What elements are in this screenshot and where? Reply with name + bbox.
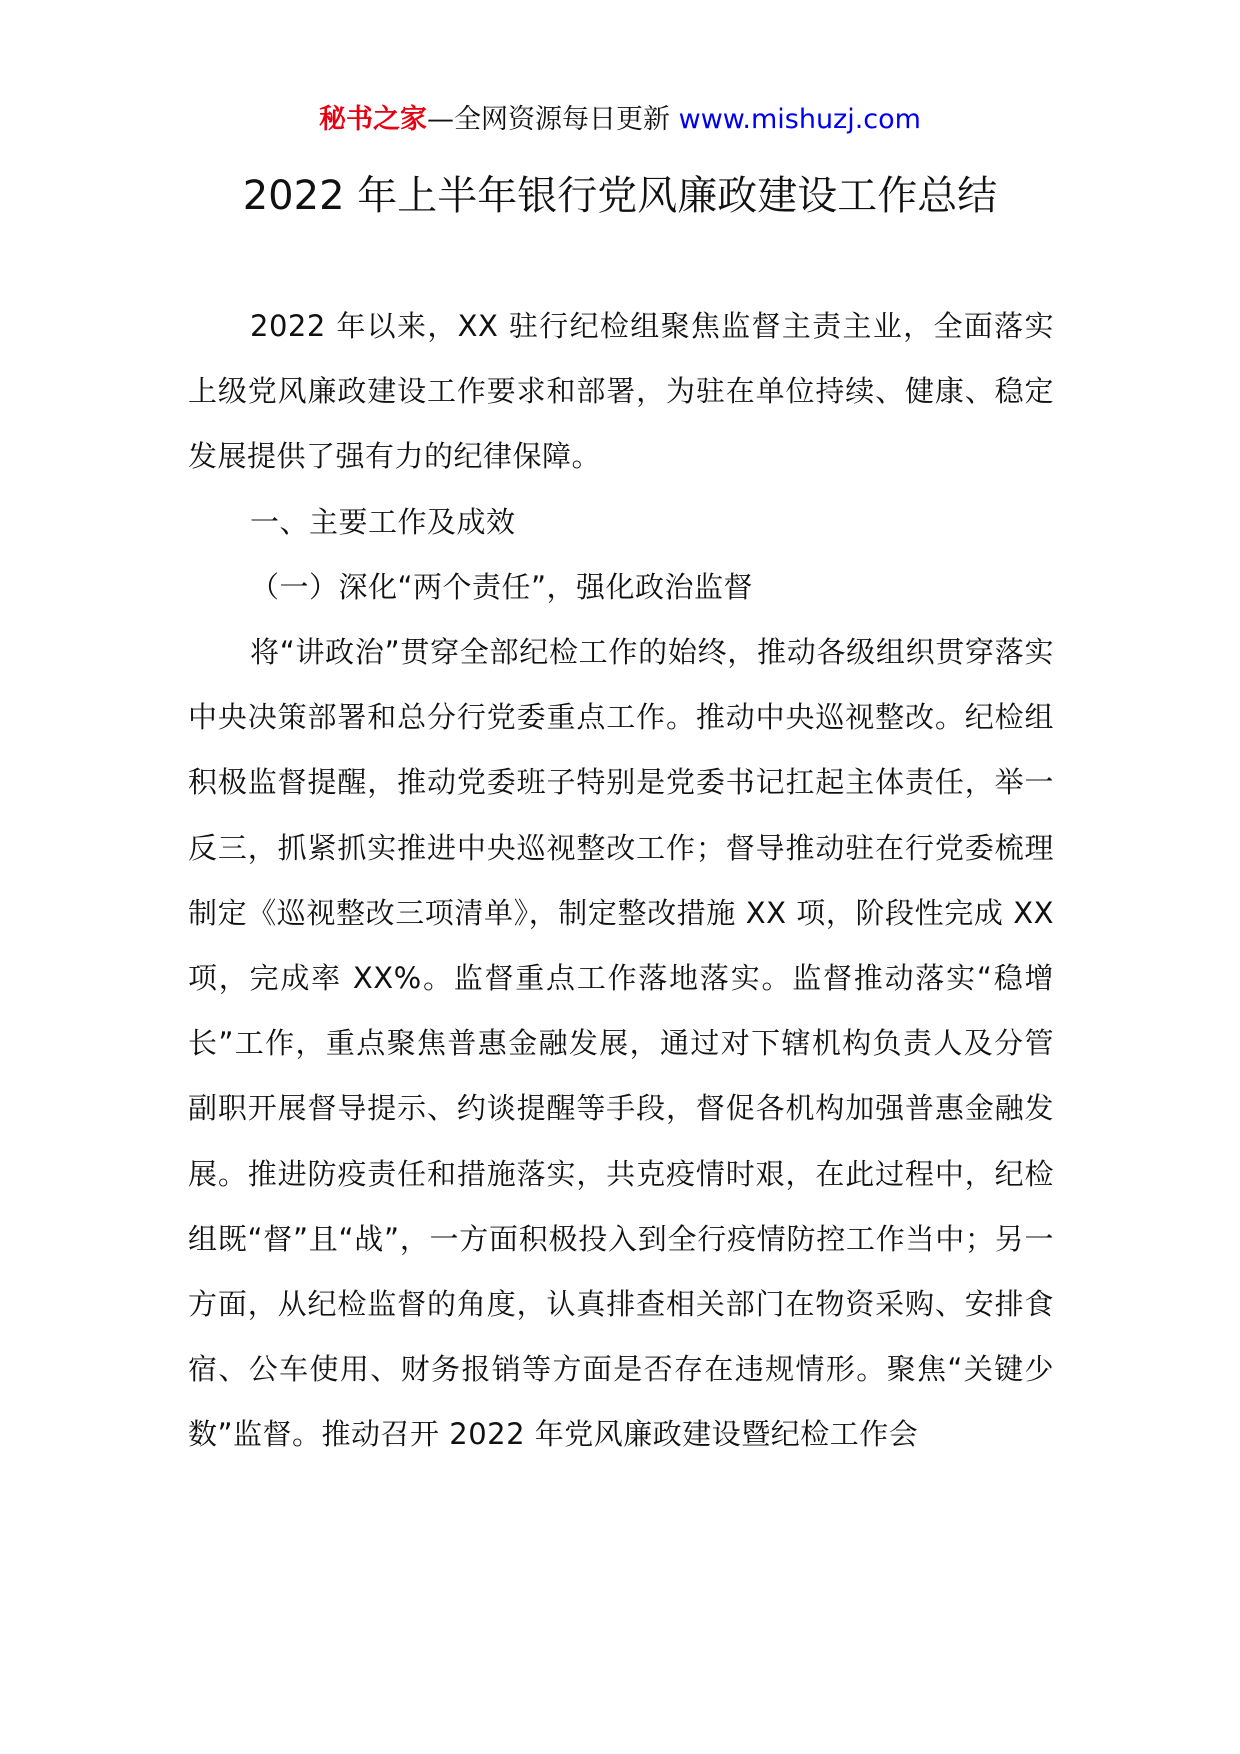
subsection-heading: （一）深化“两个责任”，强化政治监督 [250,569,754,604]
document-title: 2022 年上半年银行党风廉政建设工作总结 [242,173,998,219]
watermark-header [0,100,1240,140]
website-link[interactable]: www.mishuzj.com [678,104,921,135]
document-body [188,294,1054,1468]
body-paragraph: 将“讲政治”贯穿全部纪检工作的始终，推动各级组织贯穿落实中央决策部署和总分行党委重点工作。推动中央巡视整改。纪检组积极监督提醒，推动党委班子特别是党委书记扛起主体责任，举一反三，抓紧抓实推进中央巡视整改工作；督导推动驻在行党委梳理制定《巡视整改三项清单》，制定整改措施 XX 项，阶段性完成 XX 项，完成率 XX%。监督重点工作落地落实。监督推动落实“稳增长”工作，重点聚焦普惠金融发展，通过对下辖机构负责人及分管副职开展督导提示、约谈提醒等手段，督促各机构加强普惠金融发展。推进防疫责任和措施落实，共克疫情时艰，在此过程中，纪检组既“督”且“战”，一方面积极投入到全行疫情防控工作当中；另一方面，从纪检监督的角度，认真排查相关部门在物资采购、安排食宿、公车使用、财务报销等方面是否存在违规情形。聚焦“关键少数”监督。推动召开 2022 年党风廉政建设暨纪检工作会 [188,635,1054,1452]
header-slogan: —全网资源每日更新 [427,104,679,135]
intro-paragraph: 2022 年以来，XX 驻行纪检组聚焦监督主责主业，全面落实上级党风廉政建设工作要求和部署，为驻在单位持续、健康、稳定发展提供了强有力的纪律保障。 [188,309,1054,474]
section-heading: 一、主要工作及成效 [250,504,516,539]
brand-name: 秘书之家 [319,104,428,135]
